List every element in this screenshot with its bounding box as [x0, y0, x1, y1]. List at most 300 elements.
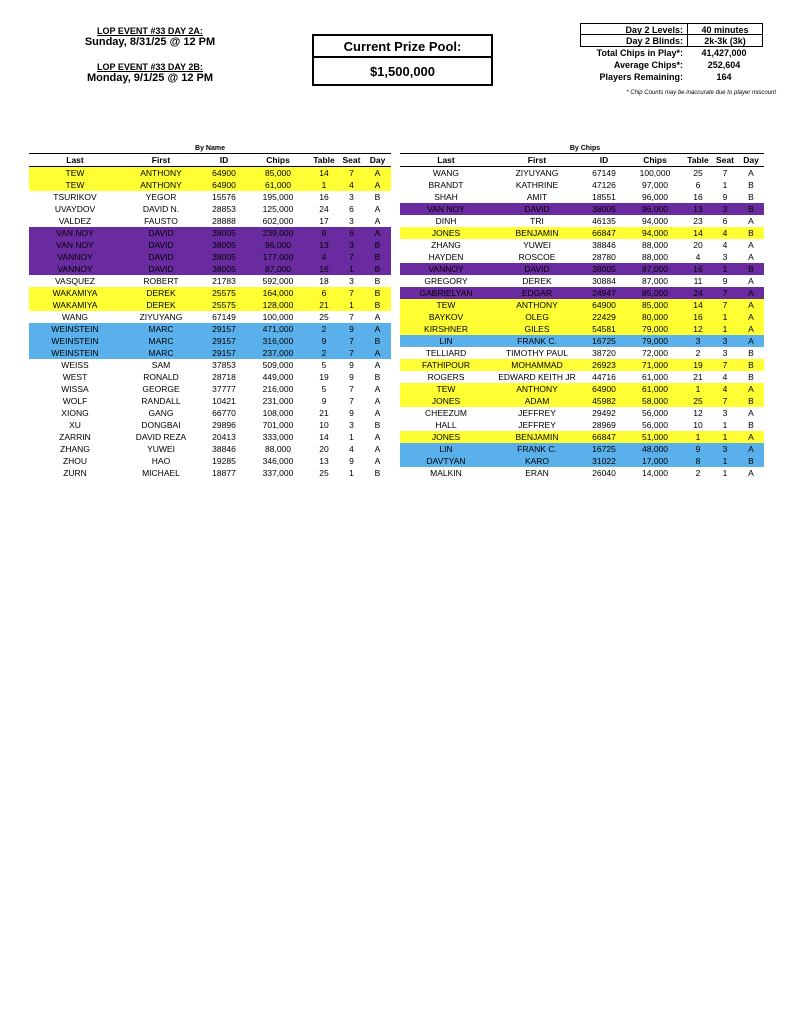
- by-name-header-row: [29, 154, 391, 167]
- cell-day: B: [748, 372, 754, 382]
- table-row: [29, 383, 391, 395]
- cell-chips: 316,000: [247, 335, 309, 347]
- cell-table: 13: [309, 239, 339, 251]
- cell-seat: 7: [722, 168, 728, 178]
- cell-id: 64900: [201, 179, 247, 191]
- cell-chips: 100,000: [639, 168, 671, 178]
- cell-id: 45982: [582, 395, 626, 407]
- cell-day: A: [364, 227, 391, 239]
- cell-table: 25: [319, 312, 329, 322]
- stat-label: Day 2 Levels:: [580, 23, 687, 35]
- cell-last: VAN NOY: [29, 227, 121, 239]
- cell-id: 64900: [582, 383, 626, 395]
- cell-seat: 1: [712, 323, 738, 335]
- cell-day: B: [364, 239, 391, 251]
- cell-last: SHAH: [434, 192, 458, 202]
- cell-day: B: [738, 455, 764, 467]
- cell-day: A: [738, 383, 764, 395]
- cell-table: 4: [309, 251, 339, 263]
- cell-day: A: [374, 360, 381, 370]
- cell-chips: 85,000: [626, 287, 684, 299]
- cell-day: A: [748, 408, 754, 418]
- cell-last: XU: [69, 420, 81, 430]
- cell-table: 1: [309, 179, 339, 191]
- cell-seat: 3: [349, 420, 354, 430]
- cell-seat: 1: [339, 299, 364, 311]
- stat-row: [580, 47, 763, 59]
- table-row: [400, 215, 764, 227]
- cell-id: 25575: [201, 299, 247, 311]
- cell-id: 29157: [201, 335, 247, 347]
- cell-chips: 471,000: [247, 323, 309, 335]
- by-chips-table: [400, 153, 764, 479]
- cell-id: 28780: [592, 252, 616, 262]
- cell-id: 64900: [582, 299, 626, 311]
- cell-day: A: [738, 287, 764, 299]
- cell-last: WISSA: [61, 384, 89, 394]
- cell-day: B: [738, 203, 764, 215]
- prize-pool-value: $1,500,000: [312, 58, 493, 86]
- cell-day: A: [374, 396, 381, 406]
- cell-chips: 17,000: [626, 455, 684, 467]
- cell-last: ZARRIN: [59, 432, 91, 442]
- cell-seat: 3: [339, 239, 364, 251]
- cell-last: ZHANG: [60, 444, 90, 454]
- cell-day: A: [374, 456, 381, 466]
- header-seat: Seat: [339, 154, 364, 167]
- cell-chips: 72,000: [642, 348, 668, 358]
- cell-chips: 87,000: [626, 263, 684, 275]
- cell-last: TEW: [29, 179, 121, 191]
- cell-first: YUWEI: [147, 444, 175, 454]
- table-row: [400, 287, 764, 299]
- cell-last: BRANDT: [428, 180, 464, 190]
- cell-chips: 509,000: [262, 360, 294, 370]
- cell-id: 38005: [201, 239, 247, 251]
- cell-table: 16: [684, 263, 712, 275]
- cell-table: 5: [321, 360, 327, 370]
- cell-chips: 195,000: [262, 192, 294, 202]
- cell-day: A: [374, 444, 381, 454]
- cell-id: 47126: [592, 180, 616, 190]
- cell-id: 38720: [592, 348, 616, 358]
- cell-chips: 58,000: [626, 395, 684, 407]
- header-first: First: [121, 154, 201, 167]
- table-row: [400, 467, 764, 479]
- cell-last: WEINSTEIN: [29, 335, 121, 347]
- cell-last: VALDEZ: [58, 216, 92, 226]
- stat-row: [580, 23, 763, 35]
- cell-chips: 125,000: [262, 204, 294, 214]
- cell-seat: 7: [349, 312, 354, 322]
- cell-seat: 1: [712, 455, 738, 467]
- cell-last: JONES: [400, 227, 492, 239]
- cell-id: 28888: [212, 216, 236, 226]
- cell-first: ZIYUYANG: [515, 168, 559, 178]
- table-row: [400, 383, 764, 395]
- cell-last: JONES: [400, 395, 492, 407]
- cell-id: 16725: [582, 335, 626, 347]
- cell-day: B: [364, 335, 391, 347]
- cell-seat: 1: [349, 432, 354, 442]
- table-row: [400, 179, 764, 191]
- cell-first: SAM: [151, 360, 171, 370]
- cell-seat: 7: [339, 347, 364, 359]
- cell-id: 64900: [201, 167, 247, 180]
- cell-chips: 61,000: [626, 383, 684, 395]
- table-row: [29, 335, 391, 347]
- table-row: [29, 227, 391, 239]
- cell-seat: 7: [339, 167, 364, 180]
- cell-day: B: [748, 180, 754, 190]
- cell-day: B: [374, 276, 381, 286]
- cell-table: 2: [309, 323, 339, 335]
- cell-table: 25: [684, 395, 712, 407]
- cell-first: FAUSTO: [144, 216, 178, 226]
- table-row: [400, 311, 764, 323]
- cell-id: 21783: [212, 276, 236, 286]
- cell-chips: 71,000: [626, 359, 684, 371]
- cell-id: 67149: [592, 168, 616, 178]
- by-chips-title: By Chips: [569, 145, 601, 152]
- cell-first: YUWEI: [523, 240, 551, 250]
- cell-chips: 346,000: [262, 456, 294, 466]
- cell-last: KIRSHNER: [400, 323, 492, 335]
- table-row: [29, 275, 391, 287]
- table-row: [29, 299, 391, 311]
- cell-chips: 61,000: [247, 179, 309, 191]
- cell-table: 23: [693, 216, 703, 226]
- cell-first: HAO: [151, 456, 171, 466]
- cell-chips: 80,000: [626, 311, 684, 323]
- cell-first: DEREK: [121, 299, 201, 311]
- table-row: [400, 395, 764, 407]
- cell-last: XIONG: [61, 408, 89, 418]
- cell-seat: 1: [712, 311, 738, 323]
- cell-first: TIMOTHY PAUL: [505, 348, 569, 358]
- cell-chips: 333,000: [262, 432, 294, 442]
- cell-last: ZHANG: [431, 240, 461, 250]
- cell-id: 22429: [582, 311, 626, 323]
- cell-seat: 6: [339, 227, 364, 239]
- cell-last: VAN NOY: [400, 203, 492, 215]
- cell-last: GREGORY: [424, 276, 468, 286]
- cell-chips: 602,000: [262, 216, 294, 226]
- cell-day: A: [738, 335, 764, 347]
- cell-chips: 14,000: [642, 468, 668, 478]
- cell-table: 19: [319, 372, 329, 382]
- cell-chips: 239,000: [247, 227, 309, 239]
- table-row: [400, 227, 764, 239]
- table-row: [29, 419, 391, 431]
- cell-id: 29157: [201, 323, 247, 335]
- cell-seat: 7: [712, 287, 738, 299]
- cell-first: GILES: [492, 323, 582, 335]
- cell-first: KARO: [492, 455, 582, 467]
- cell-first: FRANK C.: [492, 335, 582, 347]
- cell-table: 14: [684, 227, 712, 239]
- cell-day: A: [748, 216, 754, 226]
- cell-last: VAN NOY: [29, 239, 121, 251]
- cell-last: UVAYDOV: [54, 204, 96, 214]
- header-last: Last: [29, 154, 121, 167]
- cell-first: JEFFREY: [518, 420, 556, 430]
- cell-last: WANG: [61, 312, 89, 322]
- cell-table: 6: [309, 287, 339, 299]
- cell-seat: 4: [712, 227, 738, 239]
- cell-table: 16: [309, 263, 339, 275]
- cell-chips: 337,000: [262, 468, 294, 478]
- cell-table: 14: [309, 167, 339, 180]
- cell-last: LIN: [400, 335, 492, 347]
- table-row: [400, 323, 764, 335]
- cell-seat: 6: [349, 204, 354, 214]
- cell-last: WAKAMIYA: [29, 287, 121, 299]
- cell-last: DAVTYAN: [400, 455, 492, 467]
- cell-id: 46135: [592, 216, 616, 226]
- table-row: [29, 251, 391, 263]
- header-table: Table: [309, 154, 339, 167]
- cell-day: A: [364, 323, 391, 335]
- cell-id: 29492: [592, 408, 616, 418]
- cell-last: LIN: [400, 443, 492, 455]
- cell-seat: 3: [349, 216, 354, 226]
- cell-table: 9: [321, 396, 327, 406]
- cell-day: B: [364, 299, 391, 311]
- cell-table: 10: [319, 420, 329, 430]
- cell-day: B: [364, 251, 391, 263]
- cell-table: 5: [321, 384, 327, 394]
- cell-id: 10421: [212, 396, 236, 406]
- cell-first: ANTHONY: [492, 299, 582, 311]
- cell-seat: 7: [349, 396, 354, 406]
- cell-day: A: [364, 167, 391, 180]
- table-row: [29, 359, 391, 371]
- cell-id: 19285: [212, 456, 236, 466]
- cell-day: B: [738, 395, 764, 407]
- header-id: ID: [201, 154, 247, 167]
- table-row: [29, 215, 391, 227]
- stat-value: 41,427,000: [701, 48, 747, 58]
- header-table: Table: [684, 154, 712, 167]
- cell-day: A: [738, 311, 764, 323]
- cell-id: 26040: [592, 468, 616, 478]
- cell-last: JONES: [400, 431, 492, 443]
- cell-seat: 9: [349, 372, 354, 382]
- cell-table: 20: [693, 240, 703, 250]
- cell-id: 28718: [212, 372, 236, 382]
- cell-first: DAVID: [121, 263, 201, 275]
- header-last: Last: [400, 154, 492, 167]
- cell-first: DEREK: [121, 287, 201, 299]
- table-row: [400, 263, 764, 275]
- cell-first: ANTHONY: [121, 179, 201, 191]
- cell-last: VANNOY: [29, 251, 121, 263]
- cell-seat: 9: [349, 360, 354, 370]
- event-day2b-date: Monday, 9/1/25 @ 12 PM: [86, 72, 214, 84]
- cell-seat: 1: [722, 420, 728, 430]
- cell-first: KATHRINE: [515, 180, 559, 190]
- cell-last: WOLF: [62, 396, 88, 406]
- cell-chips: 85,000: [626, 299, 684, 311]
- cell-last: WEINSTEIN: [29, 323, 121, 335]
- table-row: [400, 431, 764, 443]
- cell-last: TELLIARD: [425, 348, 467, 358]
- cell-chips: 79,000: [626, 335, 684, 347]
- table-row: [400, 359, 764, 371]
- cell-seat: 6: [722, 216, 728, 226]
- cell-first: DAVID REZA: [135, 432, 187, 442]
- cell-table: 13: [684, 203, 712, 215]
- cell-day: A: [374, 408, 381, 418]
- cell-seat: 7: [339, 287, 364, 299]
- cell-table: 17: [319, 216, 329, 226]
- cell-first: JEFFREY: [518, 408, 556, 418]
- cell-last: VANNOY: [400, 263, 492, 275]
- cell-id: 38005: [201, 263, 247, 275]
- cell-day: A: [374, 204, 381, 214]
- table-row: [400, 371, 764, 383]
- cell-day: A: [374, 216, 381, 226]
- cell-seat: 1: [339, 263, 364, 275]
- cell-seat: 9: [339, 323, 364, 335]
- cell-last: VANNOY: [29, 263, 121, 275]
- cell-seat: 1: [722, 180, 728, 190]
- table-row: [29, 347, 391, 359]
- cell-chips: 96,000: [247, 239, 309, 251]
- cell-first: ZIYUYANG: [139, 312, 183, 322]
- cell-first: ROBERT: [143, 276, 179, 286]
- table-row: [400, 203, 764, 215]
- cell-chips: 56,000: [642, 420, 668, 430]
- cell-id: 18877: [212, 468, 236, 478]
- cell-chips: 177,000: [247, 251, 309, 263]
- cell-table: 12: [693, 408, 703, 418]
- cell-id: 24947: [582, 287, 626, 299]
- table-row: [29, 371, 391, 383]
- cell-table: 16: [684, 311, 712, 323]
- cell-first: MICHAEL: [142, 468, 180, 478]
- cell-chips: 97,000: [642, 180, 668, 190]
- cell-id: 31022: [582, 455, 626, 467]
- cell-first: RANDALL: [141, 396, 181, 406]
- cell-id: 28969: [592, 420, 616, 430]
- cell-chips: 87,000: [247, 263, 309, 275]
- cell-chips: 164,000: [247, 287, 309, 299]
- cell-id: 28853: [212, 204, 236, 214]
- cell-first: YEGOR: [145, 192, 177, 202]
- cell-day: A: [374, 384, 381, 394]
- table-row: [29, 287, 391, 299]
- cell-first: MARC: [121, 347, 201, 359]
- cell-seat: 7: [339, 335, 364, 347]
- cell-first: GANG: [148, 408, 174, 418]
- cell-chips: 88,000: [642, 240, 668, 250]
- cell-table: 1: [684, 431, 712, 443]
- cell-table: 3: [684, 335, 712, 347]
- cell-id: 66847: [582, 431, 626, 443]
- event-day2a-title: LOP EVENT #33 DAY 2A:: [97, 26, 203, 36]
- cell-first: EDGAR: [492, 287, 582, 299]
- cell-last: HALL: [435, 420, 457, 430]
- stat-value: 252,604: [707, 60, 741, 70]
- cell-table: 25: [693, 168, 703, 178]
- cell-table: 25: [319, 468, 329, 478]
- cell-last: DINH: [435, 216, 457, 226]
- cell-last: WEST: [62, 372, 88, 382]
- cell-chips: 100,000: [262, 312, 294, 322]
- cell-day: A: [364, 179, 391, 191]
- cell-first: ADAM: [492, 395, 582, 407]
- cell-table: 1: [684, 383, 712, 395]
- cell-chips: 88,000: [642, 252, 668, 262]
- cell-seat: 1: [349, 468, 354, 478]
- stat-label: Players Remaining:: [599, 72, 683, 82]
- table-row: [29, 179, 391, 191]
- stat-row: [580, 35, 763, 47]
- cell-day: A: [748, 276, 754, 286]
- cell-id: 38005: [201, 227, 247, 239]
- cell-chips: 592,000: [262, 276, 294, 286]
- cell-seat: 7: [712, 299, 738, 311]
- cell-first: DAVID: [492, 203, 582, 215]
- table-row: [400, 347, 764, 359]
- cell-last: ZHOU: [62, 456, 88, 466]
- cell-table: 8: [684, 455, 712, 467]
- cell-last: GABRIELYAN: [400, 287, 492, 299]
- cell-day: A: [748, 168, 754, 178]
- cell-seat: 4: [349, 444, 354, 454]
- cell-table: 21: [693, 372, 703, 382]
- table-row: [29, 311, 391, 323]
- table-row: [29, 239, 391, 251]
- table-row: [29, 323, 391, 335]
- cell-chips: 94,000: [626, 227, 684, 239]
- cell-id: 15576: [212, 192, 236, 202]
- cell-last: ZURN: [63, 468, 87, 478]
- cell-first: DAVID N.: [142, 204, 180, 214]
- stat-row: [580, 59, 763, 71]
- by-chips-header-row: [400, 154, 764, 167]
- cell-first: TRI: [530, 216, 544, 226]
- cell-chips: 96,000: [626, 203, 684, 215]
- cell-id: 18551: [592, 192, 616, 202]
- cell-chips: 231,000: [262, 396, 294, 406]
- cell-day: A: [374, 432, 381, 442]
- cell-first: BENJAMIN: [492, 227, 582, 239]
- header-day: Day: [738, 154, 764, 167]
- cell-seat: 4: [722, 372, 728, 382]
- table-row: [400, 455, 764, 467]
- cell-day: B: [374, 468, 381, 478]
- cell-day: B: [364, 287, 391, 299]
- cell-day: B: [374, 192, 381, 202]
- cell-day: B: [738, 263, 764, 275]
- table-row: [400, 167, 764, 180]
- cell-seat: 1: [722, 468, 728, 478]
- cell-chips: 85,000: [247, 167, 309, 180]
- cell-seat: 4: [712, 383, 738, 395]
- cell-chips: 88,000: [265, 444, 291, 454]
- cell-chips: 216,000: [262, 384, 294, 394]
- cell-first: FRANK C.: [492, 443, 582, 455]
- cell-day: A: [738, 323, 764, 335]
- cell-table: 24: [684, 287, 712, 299]
- cell-chips: 96,000: [642, 192, 668, 202]
- cell-id: 38005: [582, 263, 626, 275]
- cell-table: 11: [693, 276, 703, 286]
- cell-chips: 237,000: [247, 347, 309, 359]
